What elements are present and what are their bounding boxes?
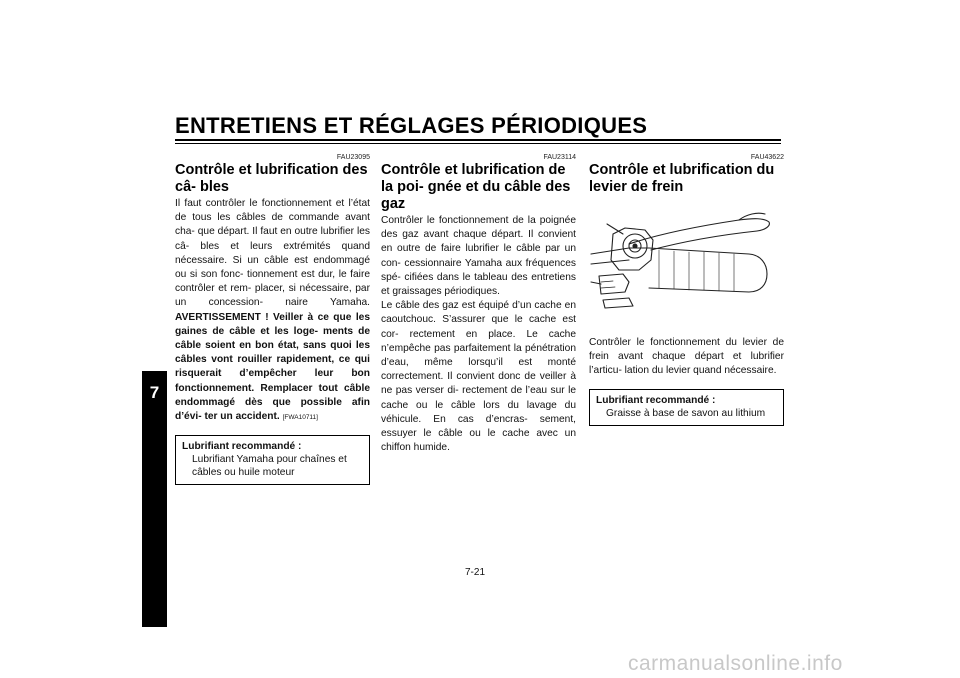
page-title: ENTRETIENS ET RÉGLAGES PÉRIODIQUES — [175, 113, 648, 138]
section-cables — [175, 153, 370, 485]
section-body — [175, 197, 370, 425]
lubricant-value: Lubrifiant Yamaha pour chaînes et câbles ou huile moteur — [192, 454, 347, 479]
body-text-plain: Il faut contrôler le fonctionnement et l’état de tous les câbles de commande avant cha- que départ. Il faut en outre lubrifier les câ- bles et leurs extrémités quand nécessaire. Si un câble est endommagé ou si son fonc- tionnement est dur, le faire contrôler et rem- placer, si nécessaire, par un concession- naire Yamaha. — [175, 198, 370, 309]
brake-lever-illustration — [589, 204, 781, 314]
section-code: FAU23095 — [336, 154, 370, 161]
lubricant-title: Lubrifiant recommandé : — [596, 394, 716, 406]
header-rule-thin — [175, 143, 781, 144]
lubricant-box — [175, 435, 370, 485]
section-body: Contrôler le fonctionnement du levier de frein avant chaque départ et lubrifier l’articu- lation du levier quand nécessaire. — [589, 337, 784, 377]
header-rule — [175, 139, 781, 141]
lubricant-title: Lubrifiant recommandé : — [182, 441, 302, 453]
section-throttle — [381, 153, 576, 455]
warning-code: [FWA10711] — [282, 414, 318, 422]
section-code: FAU43622 — [750, 154, 784, 161]
section-heading: Contrôle et lubrification du levier de frein — [589, 162, 775, 195]
section-body: Contrôler le fonctionnement de la poignée des gaz avant chaque départ. Il convient en outre de faire lubrifier le câble par un con- cessionnaire Yamaha aux fréquences spé- cifiées dans le tableau des entretiens et graissages périodiques. — [381, 215, 576, 298]
watermark: carmanualsonline.info — [628, 652, 843, 675]
section-brake-lever — [589, 153, 784, 426]
lubricant-box — [589, 389, 784, 426]
lubricant-value: Graisse à base de savon au lithium — [606, 407, 766, 419]
page-number: 7-21 — [465, 567, 486, 578]
section-heading: Contrôle et lubrification des câ- bles — [175, 162, 368, 195]
warning-text: AVERTISSEMENT ! Veiller à ce que les gaines de câble et les loge- ments de câble soient en bon état, sans quoi les câbles vont rouiller rapidement, ce qui risquerait d’empêcher leur bon fonctionnement. Remplacer tout câble endommagé dès que possible afin d’évi- ter un accident. — [175, 311, 370, 423]
chapter-number: 7 — [149, 383, 160, 402]
section-code: FAU23114 — [543, 154, 576, 161]
section-body: Le câble des gaz est équipé d’un cache en caoutchouc. S’assurer que le cache est cor- rectement en place. Le cache n’empêche pas parfaitement la pénétration d’eau, même lorsqu’il est monté correctement. Il convient donc de veiller à ne pas verser di- rectement de l’eau sur le cache ou le câble lors du lavage du véhicule. En cas d’encras- sement, essuyer le câble ou le cache avec un chiffon humide. — [381, 300, 576, 454]
chapter-tab — [142, 371, 167, 627]
section-heading: Contrôle et lubrification de la poi- gnée et du câble des gaz — [381, 162, 571, 212]
